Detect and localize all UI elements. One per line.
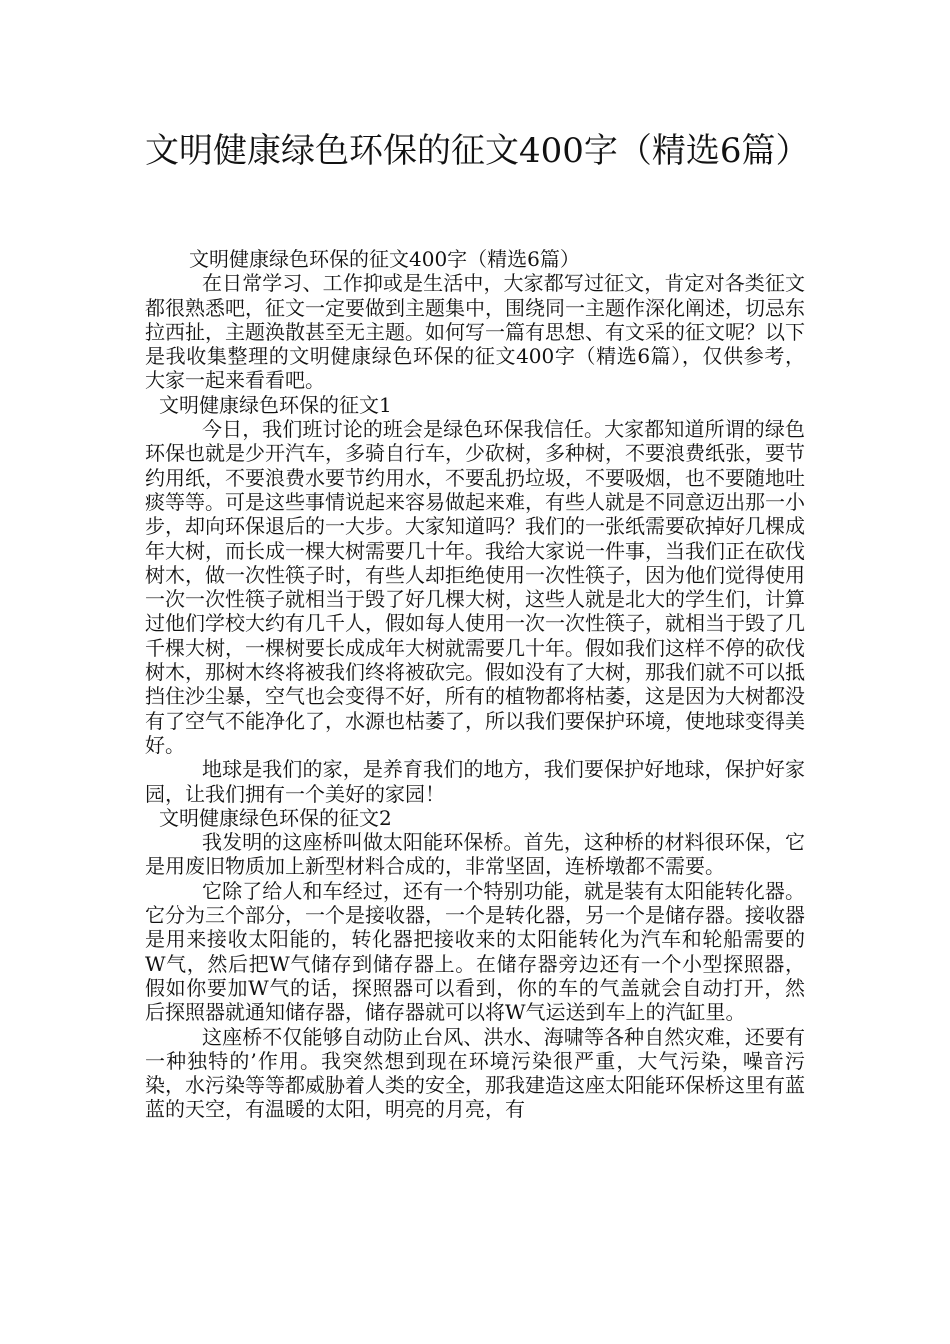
section-2-heading: 文明健康绿色环保的征文2 [159, 805, 392, 830]
intro-paragraph: 在日常学习、工作抑或是生活中，大家都写过征文，肯定对各类征文都很熟悉吧，征文一定要做到主题集中，围绕同一主题作深化阐述，切忌东拉西扯，主题涣散甚至无主题。如何写一篇有思想、有文采的征文呢？以下是我收集整理的文明健康绿色环保的征文400字（精选6篇），仅供参考，大家一起来看看吧。 [145, 271, 805, 393]
section-2-paragraph-2: 它除了给人和车经过，还有一个特别功能，就是装有太阳能转化器。它分为三个部分，一个是接收器，一个是转化器，另一个是储存器。接收器是用来接收太阳能的，转化器把接收来的太阳能转化为汽车和轮船需要的W气，然后把W气储存到储存器上。在储存器旁边还有一个小型探照器，假如你要加W气的话，探照器可以看到，你的车的气盖就会自动打开，然后探照器就通知储存器，储存器就可以将W气运送到车上的汽缸里。 [145, 878, 805, 1025]
section-1-heading: 文明健康绿色环保的征文1 [159, 392, 392, 417]
section-1-paragraph-2: 地球是我们的家，是养育我们的地方，我们要保护好地球，保护好家园，让我们拥有一个美好的家园！ [145, 757, 805, 806]
document-subtitle: 文明健康绿色环保的征文400字（精选6篇） [189, 247, 580, 271]
document-title: 文明健康绿色环保的征文400字（精选6篇） [145, 131, 810, 171]
section-2-paragraph-1: 我发明的这座桥叫做太阳能环保桥。首先，这种桥的材料很环保，它是用废旧物质加上新型材料合成的，非常坚固，连桥墩都不需要。 [145, 830, 805, 879]
document-body [145, 247, 805, 1122]
section-1-paragraph-1: 今日，我们班讨论的班会是绿色环保我信任。大家都知道所谓的绿色环保也就是少开汽车，多骑自行车，少砍树，多种树，不要浪费纸张，要节约用纸，不要浪费水要节约用水，不要乱扔垃圾，不要吸烟，也不要随地吐痰等等。可是这些事情说起来容易做起来难，有些人就是不同意迈出那一小步，却向环保退后的一大步。大家知道吗？我们的一张纸需要砍掉好几棵成年大树，而长成一棵大树需要几十年。我给大家说一件事，当我们正在砍伐树木，做一次性筷子时，有些人却拒绝使用一次性筷子，因为他们觉得使用一次一次性筷子就相当于毁了好几棵大树，这些人就是北大的学生们，计算过他们学校大约有几千人，假如每人使用一次一次性筷子，就相当于毁了几千棵大树，一棵树要长成成年大树就需要几十年。假如我们这样不停的砍伐树木，那树木终将被我们终将被砍完。假如没有了大树，那我们就不可以抵挡住沙尘暴，空气也会变得不好，所有的植物都将枯萎，这是因为大树都没有了空气不能净化了，水源也枯萎了，所以我们要保护环境，使地球变得美好。 [145, 417, 805, 757]
section-2-paragraph-3: 这座桥不仅能够自动防止台风、洪水、海啸等各种自然灾难，还要有一种独特的’作用。我突然想到现在环境污染很严重，大气污染，噪音污染，水污染等等都威胁着人类的安全，那我建造这座太阳能环保桥这里有蓝蓝的天空，有温暖的太阳，明亮的月亮，有 [145, 1024, 805, 1122]
